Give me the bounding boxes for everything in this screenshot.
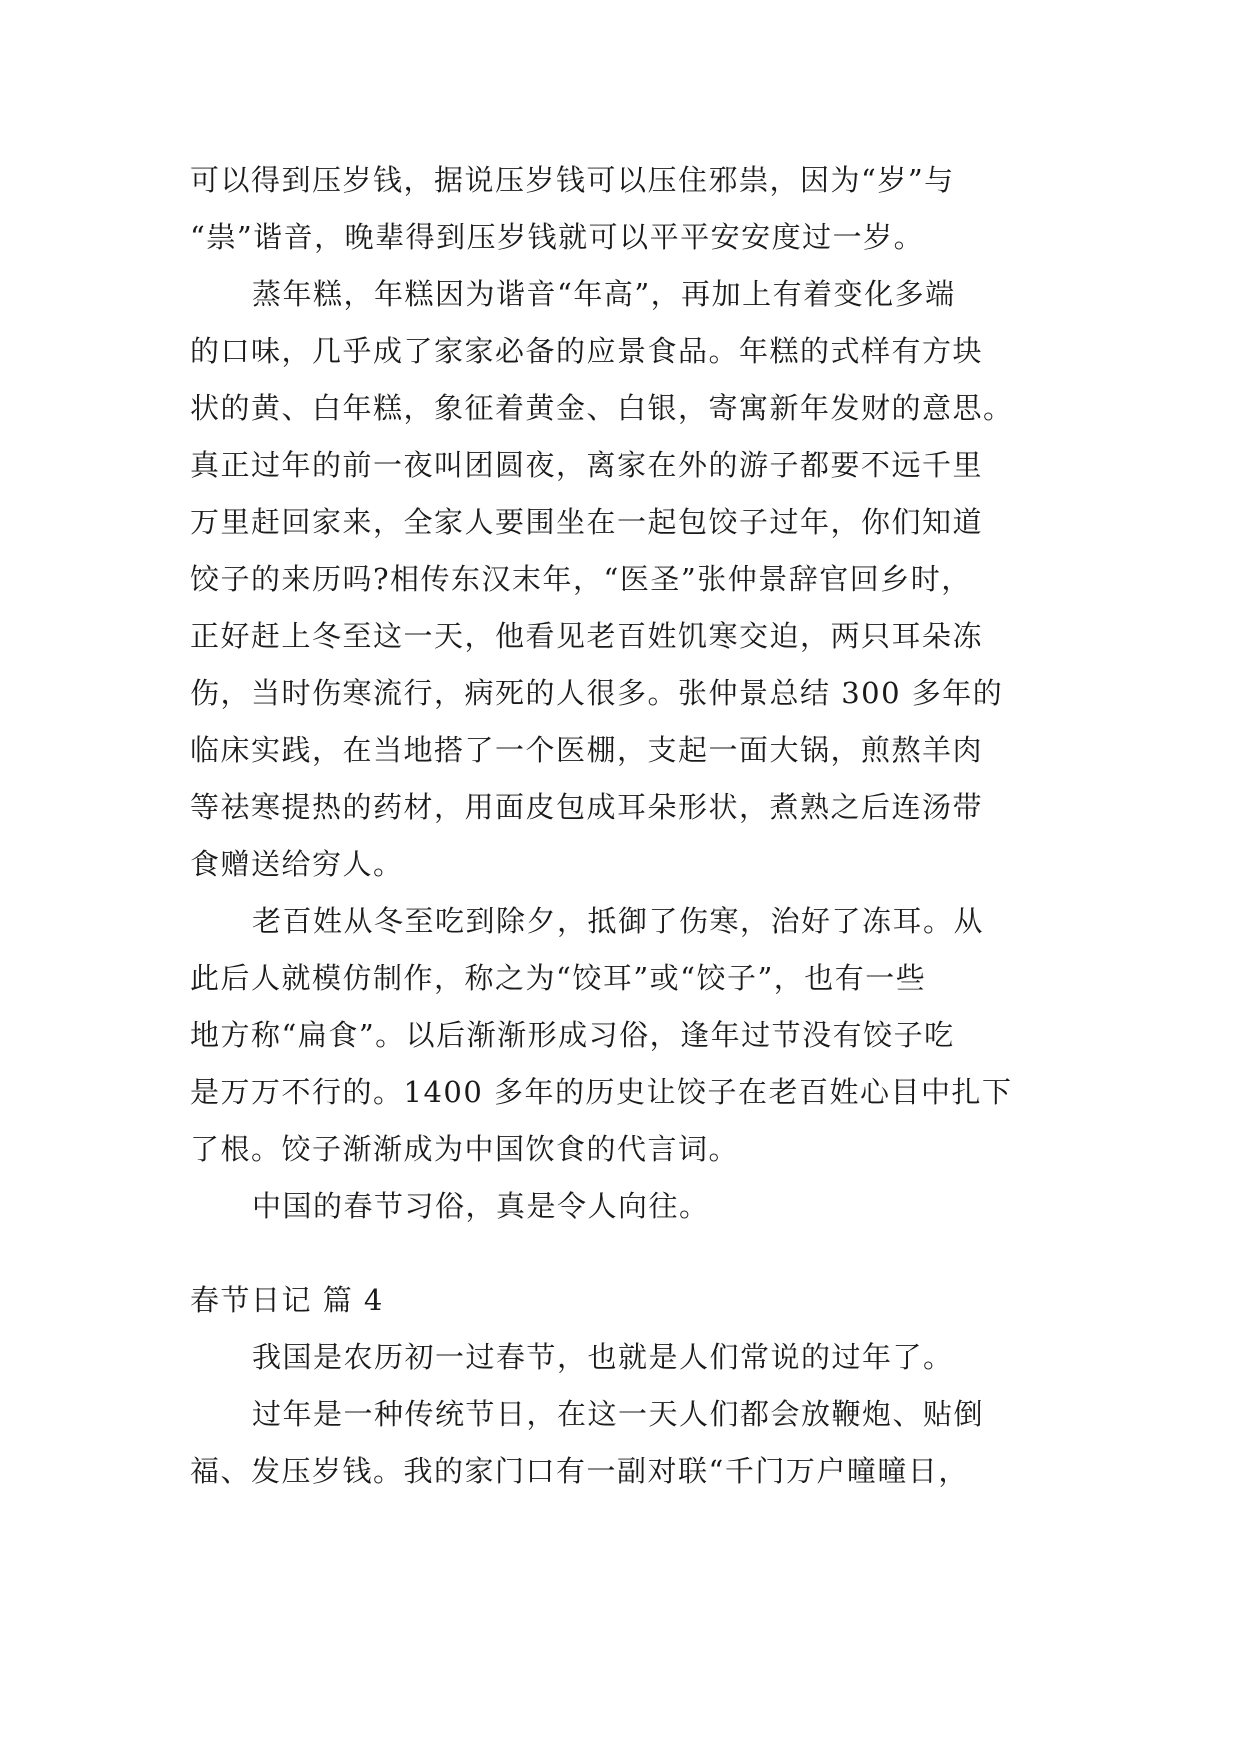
text-line: “祟”谐音，晚辈得到压岁钱就可以平平安安度过一岁。 bbox=[190, 220, 925, 254]
text-line: 正好赶上冬至这一天，他看见老百姓饥寒交迫，两只耳朵冻 bbox=[190, 619, 984, 653]
paragraph-start: 老百姓从冬至吃到除夕，抵御了伤寒，治好了冻耳。从 bbox=[252, 904, 985, 938]
text-line: 真正过年的前一夜叫团圆夜，离家在外的游子都要不远千里 bbox=[190, 448, 984, 482]
section-heading: 春节日记 篇 4 bbox=[190, 1283, 384, 1317]
text-line: 此后人就模仿制作，称之为“饺耳”或“饺子”，也有一些 bbox=[190, 961, 927, 995]
paragraph-start: 中国的春节习俗，真是令人向往。 bbox=[252, 1189, 710, 1223]
text-line: 是万万不行的。1400 多年的历史让饺子在老百姓心目中扎下 bbox=[190, 1075, 1013, 1109]
text-line: 万里赶回家来，全家人要围坐在一起包饺子过年，你们知道 bbox=[190, 505, 984, 539]
text-line: 了根。饺子渐渐成为中国饮食的代言词。 bbox=[190, 1132, 740, 1166]
text-line: 的口味，几乎成了家家必备的应景食品。年糕的式样有方块 bbox=[190, 334, 984, 368]
text-line: 状的黄、白年糕，象征着黄金、白银，寄寓新年发财的意思。 bbox=[190, 391, 1014, 425]
text-line: 饺子的来历吗?相传东汉末年，“医圣”张仲景辞官回乡时， bbox=[190, 562, 972, 596]
paragraph-start: 过年是一种传统节日，在这一天人们都会放鞭炮、贴倒 bbox=[252, 1397, 985, 1431]
paragraph-start: 我国是农历初一过春节，也就是人们常说的过年了。 bbox=[252, 1340, 954, 1374]
text-line: 等祛寒提热的药材，用面皮包成耳朵形状，煮熟之后连汤带 bbox=[190, 790, 984, 824]
paragraph-start: 蒸年糕，年糕因为谐音“年高”，再加上有着变化多端 bbox=[252, 277, 956, 311]
text-line: 可以得到压岁钱，据说压岁钱可以压住邪祟，因为“岁”与 bbox=[190, 163, 955, 197]
text-line: 食赠送给穷人。 bbox=[190, 847, 404, 881]
text-line: 伤，当时伤寒流行，病死的人很多。张仲景总结 300 多年的 bbox=[190, 676, 1004, 710]
text-line: 临床实践，在当地搭了一个医棚，支起一面大锅，煎熬羊肉 bbox=[190, 733, 984, 767]
text-line: 福、发压岁钱。我的家门口有一副对联“千门万户曈曈日， bbox=[190, 1454, 969, 1488]
text-line: 地方称“扁食”。以后渐渐形成习俗，逢年过节没有饺子吃 bbox=[190, 1018, 955, 1052]
